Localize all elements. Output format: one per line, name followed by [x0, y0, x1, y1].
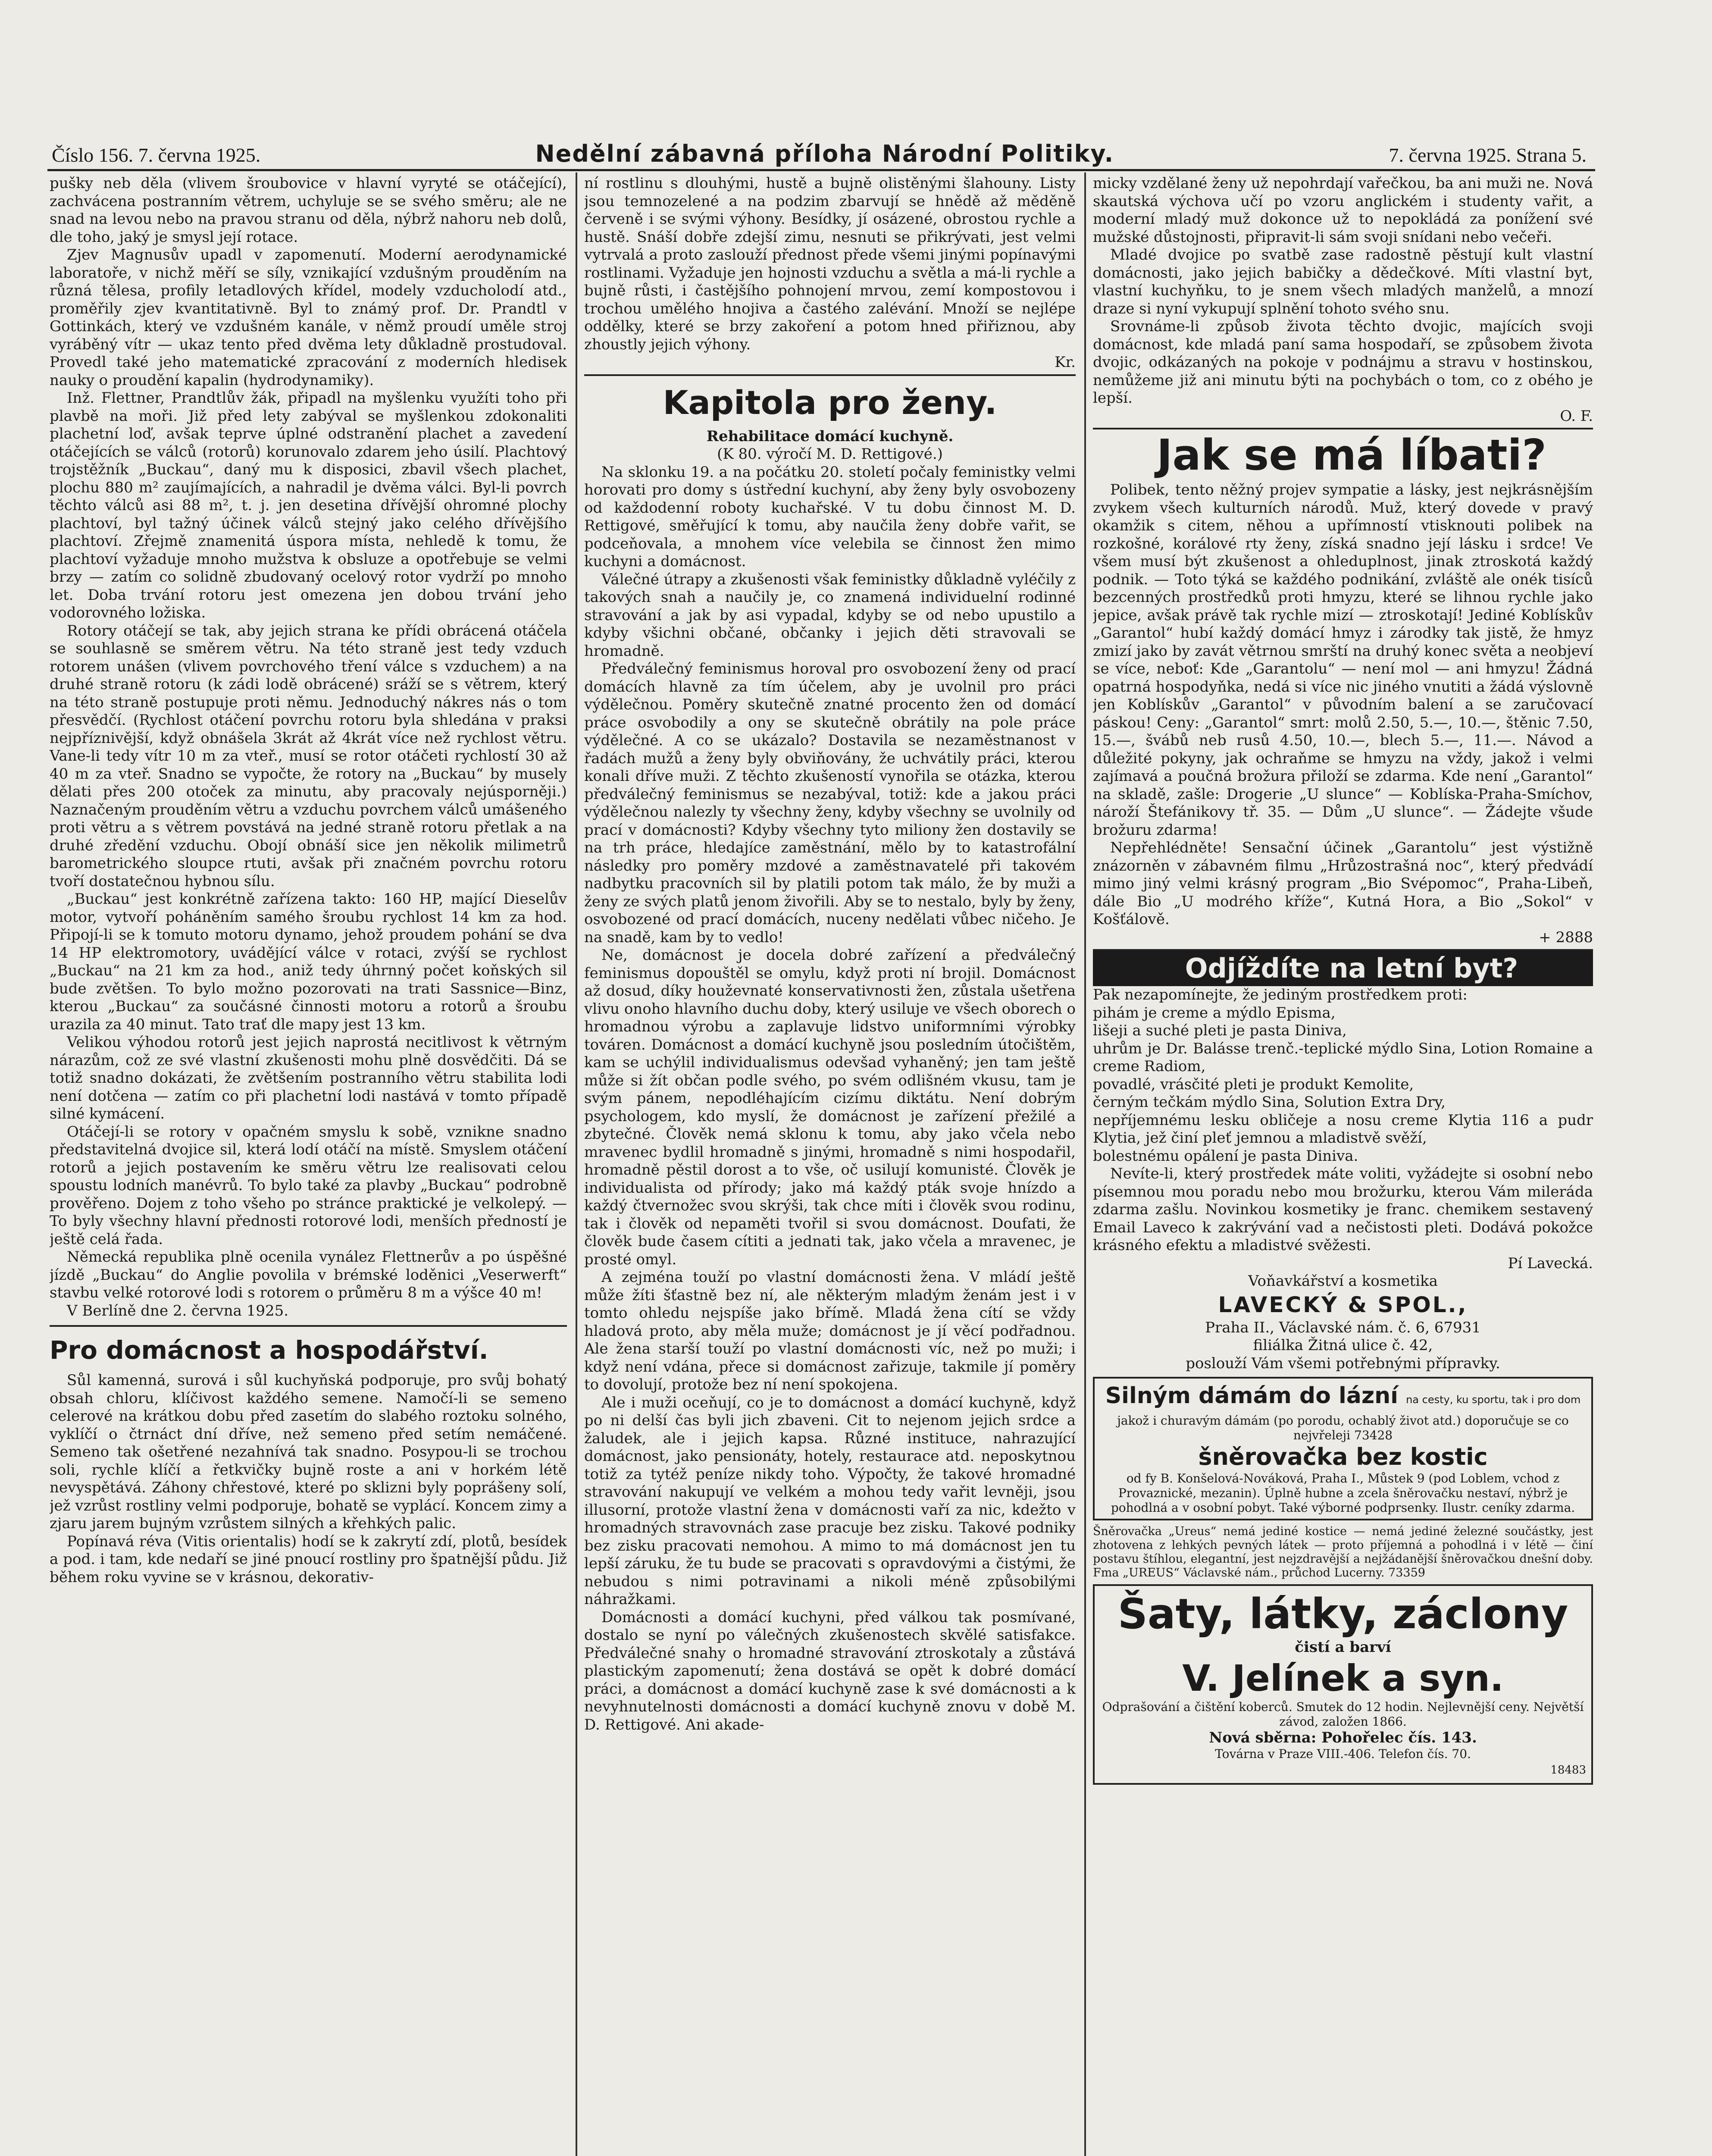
ad-address-line: poslouží Vám všemi potřebnými přípravky.	[1186, 1354, 1500, 1372]
article-text: Domácnosti a domácí kuchyni, před válkou tak posmívané, dostalo se nyní po válečných zkušenostech skvělé satisfakce. Předválečné snahy o hromadné stravování ztroskotaly a zůstává plastickým zapomenutí; žena dostává se opět k dobré domácí práci, a domácnost a domácí kuchyně zase k své domácnosti a k nevyhnutelnosti domácnosti a domácí kuchyně znovu v době M. D. Rettigové. Ani akade-	[584, 1608, 1076, 1733]
ad-title	[1100, 1382, 1586, 1413]
ad-list-item: černým tečkám mýdlo Sina, Solution Extra Dry,	[1093, 1094, 1446, 1111]
ad-list-item: nepříjemnému lesku obličeje a nosu creme Klytia 116 a pudr Klytia, jež činí pleť jemnou a mladistvě svěží,	[1093, 1111, 1593, 1147]
ad-text	[1093, 1525, 1593, 1580]
ad-text: Nová sběrna: Pohořelec čís. 143.	[1209, 1729, 1477, 1746]
article-text: Předválečný feminismus horoval pro osvobození ženy od prací domácích hlavně za tím účelem, aby je uvolnil pro práci výdělečnou. Poměry skutečně znatné procento žen od domácí práce osvobodily a ony se skutečně obrátily na pole práce výdělečné. A co se ukázalo? Dostavila se nezaměstnanost v řadách mužů a ženy byly obviňovány, že uchvátily práci, kterou konali dříve muži. Z těchto zkušeností vynořila se otázka, kterou předválečný feminismus se nezabýval, totiž: kde a jakou práci výdělečnou nalezly ty všechny ženy, kdyby všechny se uvolnily od prací v domácnosti? Kdyby všechny tyto miliony žen dostavily se na trh práce, hledajíce zaměstnání, mělo by to katastrofální následky pro poměry mzdové a zaměstnavatelé při takovém nadbytku pracovních sil by platili potom tak málo, že by muži a ženy ze svých platů jenom živořili. Aby se to nestalo, byly by ženy, osvobozené od prací domácích, nuceny nedělati vůbec ničeho. Je na snadě, kam by to vedlo!	[584, 660, 1076, 946]
article-text: Německá republika plně ocenila vynález Flettnerův a po úspěšné jízdě „Buckau“ do Anglie povolila v brémské loděnici „Veserwerft“ stavbu velké rotorové lodi s rotorem o průměru 8 m a výšce 40 m!	[50, 1248, 567, 1301]
ad-address-line: filiálka Žitná ulice č. 42,	[1253, 1337, 1433, 1354]
article-text: Válečné útrapy a zkušenosti však feministky důkladně vyléčily z takových snah a naučily je, co znamená individuelní rodinné stravování a jak by asi vypadal, kdyby se od nebo upustilo a kdyby všichni občané, občanky i jejich děti stravovali se hromadně.	[584, 570, 1076, 660]
ad-code: 18483	[1550, 1764, 1586, 1777]
article-text: ní rostlinu s dlouhými, hustě a bujně olistěnými šlahouny. Listy jsou temnozelené a na podzim zbarvují se hnědě až měděně červeně i se svými výhony. Besídky, jí osázené, obrostou rychle a hustě. Snáší dobře zdejší zimu, nesnuti se přikrývati, jest velmi vytrvalá a proto zaslouží přednost přede všemi jinými popínavými rostlinami. Vyžaduje jen hojnosti vzduchu a světla a má-li rychle a bujně růsti, i častějšího pohnojení mrvou, zemí kompostovou i trochou umělého hnojiva a častého zalévání. Množí se nejlépe oddělky, které se brzy zakoření a potom hned přiřiznou, aby zhoustly jejich výhony.	[584, 175, 1076, 353]
ad-text-line: jakož i churavým dámám (po porodu, ochablý život atd.) doporučuje se co nejvřeleji	[1117, 1413, 1569, 1442]
section-rule	[584, 374, 1076, 376]
ad-list-item: pihám je creme a mýdlo Episma,	[1093, 1004, 1336, 1022]
column-1	[50, 175, 567, 2156]
ad-side-text: na cesty, ku sportu, tak i pro dom	[1406, 1394, 1581, 1406]
ad-text-line: Šněrovačka „Ureus“ nemá jediné kostice — nemá jediné železné součástky, jest zhotovena z lehkých pevných látek — proto příjemná a pohodlná i v létě — činí postavu štíhlou, elegantní, jest nejzdravější a nejžádanější šněrovačkou dnešní doby. Fma „UREUS“ Václavské nám., průchod Lucerny.	[1093, 1525, 1593, 1579]
ad-text: Nevíte-li, který prostředek máte voliti, vyžádejte si osobní nebo písemnou mou poradu nebo mou brožurku, kterou Vám mileráda zdarma zašlu. Novinkou kosmetiky je franc. chemikem sestavený Email Laveco k zakrývání vad a nečistosti pleti. Dodává pokožce krásného efektu a mladistvé svěžesti.	[1093, 1165, 1593, 1254]
ad-title-text: Silným dámám do lázní	[1105, 1383, 1398, 1409]
ad-title: šněrovačka bez kostic	[1198, 1443, 1488, 1470]
ad-code: 73428	[1354, 1428, 1393, 1442]
ad-address	[1093, 1319, 1593, 1337]
article-text: Zjev Magnusův upadl v zapomenutí. Moderní aerodynamické laboratoře, v nichž měří se síly, vznikající vzdušným prouděním na různá tělesa, profily letadlových křídel, modely vzducholodí atd., proměřily zjev kvantitativně. Byl to známý prof. Dr. Prandtl v Gottinkách, který ve vzdušném kanále, v němž proudí uměle stroj vyráběný vítr — ukaz tento před dvěma lety důkladně prostudoval. Provedl také jeho matematické zpracování z moderních hledisek nauky o proudění kapalin (hydrodynamiky).	[50, 246, 567, 389]
article-text: Ale i muži oceňují, co je to domácnost a domácí kuchyně, když po ni delší čas byli jich zbaveni. Cit to nejenom jejich srdce a žaludek, ale i jejich kapsa. Různé instituce, nahrazující domácnost, jako pensionáty, hotely, restaurace atd. neposkytnou totiž za tytéž peníze nikdy toho. Výpočty, že takové hromadné stravování nakupují ve velkém a mohou tedy vařit levněji, jsou illusorní, protože vlastní žena v domácnosti vaří za nic, kdežto v hromadných stravovnách zase pracuje bez zisku. Takové podniky bez zisku pracovati nemohou. A mimo to má domácnost jen tu lepší záruku, že tu bude se pracovati s opravdovými a čistými, že nebudou s nimi potravinami a nikoli méně způsobilými náhražkami.	[584, 1394, 1076, 1608]
ad-sign: Pí Lavecká.	[1508, 1254, 1593, 1272]
column-divider	[1084, 172, 1086, 2156]
ad-firm: V. Jelínek a syn.	[1182, 1657, 1504, 1699]
column-3	[1093, 175, 1593, 2156]
ad-list-item: bolestnému opálení je pasta Diniva.	[1093, 1147, 1358, 1165]
ad-title: Jak se má líbati?	[1157, 431, 1546, 480]
article-text: Ne, domácnost je docela dobré zařízení a předválečný feminismus dopouštěl se omylu, když proti ní brojil. Domácnost až dosud, díky houževnaté konservativnosti žen, zůstala ušetřena vlivu onoho hlavního duchu doby, který usiluje ve všech oborech o hromadnou výrobu a zaplavuje lidstvo uniformními výrobky továren. Domácnost a domácí kuchyně jsou posledním útočištěm, kam se uchýlil individualismus odevšad vyhaněný; jen tam ještě může si žít občan podle svého, po svém odlišném vkusu, tam je svým pánem, nepodléhajícím cizímu diktátu. Není dobrým psychologem, kdo myslí, že domácnost je zařízení přežilé a zbytečné. Člověk nemá sklonu k tomu, aby jako včela nebo mravenec bydlil hromadně s jinými, hromadně s nimi hospodařil, hromadně pěstil dorost a to vše, oč usilují komunisté. Člověk je individualista od přírody; jako má každý pták svoje hnízdo a každý čtvernožec svou skrýši, tak chce míti i člověk svou rodinu, tak i člověk od nepaměti tvořil si svou domácnost. Doufati, že člověk bude časem cítiti a jednati tak, jako včela a mravenec, je prosté omyl.	[584, 946, 1076, 1268]
ad-list-item: povadlé, vrásčité pleti je produkt Kemolite,	[1093, 1075, 1414, 1093]
ad-address-line: Praha II., Václavské nám. č. 6,	[1205, 1319, 1430, 1336]
article-text: Inž. Flettner, Prandtlův žák, připadl na myšlenku využíti toho při plavbě na moři. Již před lety zabýval se myšlenkou zdokonaliti plachetní loď, avšak teprve úplné odstranění plachet a zavedení otáčejících se válců (rotorů) korunovalo zdarem jeho úsilí. Plachtový trojstěžník „Buckau“, daný mu k disposici, zbavil všech plachet, plochu 880 m² zaujímajících, a nahradil je dvěma válci. Byl-li povrch těchto válců asi 88 m², t. j. jen desetina dřívější ohromné plochy plachtoví, byl tažný účinek válců stejný jako celého dřívějšího plachtoví. Zřejmě znamenitá úspora místa, nehledě k tomu, že plachtoví vyžaduje mnoho mužstva k obsluze a opotřebuje se velmi brzy — zatím co solidně zbudovaný ocelový rotor vydrží po mnoho let. Doba trvání rotoru jest omezena jen dobou trvání jeho vodorovného ložiska.	[50, 389, 567, 621]
article-text: Na sklonku 19. a na počátku 20. století počaly feministky velmi horovati pro domy s ústřední kuchyní, aby ženy byly osvobozeny od každodenní roboty kuchařské. V tu dobu činnost M. D. Rettigové, směřující k tomu, aby naučila ženy dobře vařit, se podceňovala, a mnohem více velebila se činnost žen mimo kuchyni a domácnost.	[584, 463, 1076, 570]
ad-text: Polibek, tento něžný projev sympatie a lásky, jest nejkrásnějším zvykem všech kulturních národů. Muž, který dovede v pravý okamžik s citem, něhou a upřímností vtisknouti polibek na rozkošné, korálové rty ženy, získá snadno její lásku i srdce! Ve všem musí být zkušenost a ohleduplnost, jinak ztroskotá každý podnik. — Toto týká se každého podnikání, zvláště ale onék tisíců bezcenných prostředků proti hmyzu, které se lihnou rychle jako jepice, avšak právě tak rychle mizí — ztroskotají! Jediné Koblískův „Garantol“ hubí každý domácí hmyz i zárodky tak jistě, že hmyz zmizí jako by zavát větrnou smrští na druhý konec světa a neobjeví se více, neboť: Kde „Garantolu“ — není mol — ani hmyzu! Žádná opatrná hospodyňka, nedá si více nic jiného vnutiti a žádá výslovně jen Koblískův „Garantol“ v původním balení a se zaručovací páskou! Ceny: „Garantol“ smrt: molů 2.50, 5.—, 10.—, štěnic 7.50, 15.—, švábů neb rusů 4.50, 10.—, blech 5.—, 11.—. Návod a důležité pokyny, jak ochraňme se hmyzu na vždy, jakož i velmi zajímavá a poučná brožura přiloží se zdarma. Kde není „Garantol“ na skladě, zašle: Drogerie „U slunce“ — Koblíska-Praha-Smíchov, nároží Štefánikovy tř. 35. — Dům „U slunce“. — Žádejte všude brožuru zdarma!	[1093, 481, 1593, 839]
ad-text	[1100, 1413, 1586, 1443]
ad-list-item: uhrům je Dr. Balásse trenč.-teplické mýdlo Sina, Lotion Romaine a creme Radiom,	[1093, 1040, 1593, 1075]
ad-title: Odjíždíte na letní byt?	[1093, 951, 1593, 986]
author-sign: Kr.	[1055, 354, 1076, 371]
issue-number: Číslo 156. 7. června 1925.	[52, 144, 261, 166]
ad-list-item: lišeji a suché pleti je pasta Diniva,	[1093, 1022, 1347, 1039]
section-heading: Pro domácnost a hospodářství.	[50, 1335, 488, 1365]
ad-box-corset	[1093, 1377, 1593, 1520]
ad-title: Šaty, látky, záclony	[1117, 1590, 1568, 1638]
ad-firm: LAVECKÝ & SPOL.,	[1218, 1292, 1468, 1317]
ad-text: Továrna v Praze VIII.-406. Telefon čís. 70.	[1215, 1747, 1471, 1761]
article-text: Rotory otáčejí se tak, aby jejich strana ke přídi obrácená otáčela se souhlasně se směrem větru. Na této straně jest tedy vzduch rotorem unášen (vlivem povrchového tření válce s vzduchem) a na druhé straně rotoru (k zádi lodě obrácené) sráží se s větrem, který na této straně postupuje proti němu. Jednoduchý nákres nás o tom přesvědčí. (Rychlost otáčení povrchu rotoru byla shledána v praksi nejpříznivější, když obnášela 3krát až 4krát více než rychlost větru. Vane-li tedy vítr 10 m za vteř., musí se rotor otáčeti rychlostí 30 až 40 m za vteř. Snadno se vypočte, že rotory na „Buckau“ by musely dělati přes 200 otoček za minutu, aby pracovaly nejúsporněji.) Naznačeným prouděním větru a vzduchu povrchem válců umášeného proti větru a s větrem povstává na jedné straně rotoru přetlak a na druhé zředění vzduchu. Obojí obnáší sice jen několik milimetrů barometrického sloupce rtuti, avšak při značném povrchu rotoru tvoří dostatečnou hybnou sílu.	[50, 622, 567, 890]
subheading: Rehabilitace domácí kuchyně.	[706, 427, 954, 445]
ad-subtitle: čistí a barví	[1295, 1639, 1391, 1656]
header-rule	[47, 169, 1595, 171]
ad-text: Nepřehlédněte! Sensační účinek „Garantolu“ jest výstižně znázorněn v zábavném filmu „Hrůzostrašná noc“, který předvádí mimo jiný velmi krásný program „Bio Svépomoc“, Praha-Libeň, dále Bio „U modrého kříže“, Kutná Hora, a Bio „Sokol“ v Košťálově.	[1093, 839, 1593, 928]
author-sign: O. F.	[1560, 407, 1593, 425]
ad-shop: Voňavkářství a kosmetika	[1248, 1272, 1438, 1290]
article-text: „Buckau“ jest konkrétně zařízena takto: 160 HP, mající Dieselův motor, vytvoří poháněním samého šroubu rychlost 14 km za hod. Připojí-li se k tomuto motoru dynamo, jehož proudem pohání se dva 14 HP elektromotory, uvádějící válce v rotaci, zvýší se rychlost „Buckau“ na 21 km za hod., aniž tedy úhrnný počet koňských sil bude zvětšen. To bylo možno pozorovati na trati Sassnice—Binz, kterou „Buckau“ za součásné činnosti motoru a rotorů a šroubu urazila za 40 minut. Tato trať dle mapy jest 13 km.	[50, 890, 567, 1033]
article-text: A zejména touží po vlastní domácnosti žena. V mládí ještě může žíti šťastně bez ní, ale některým mladým ženám jest i v tomto ohledu nejspíše jako břímě. Mladá žena cítí se vždy hladová proto, aby měla muže; domácnost je jí věcí podřadnou. Ale žena starší touží po vlastní domácnosti víc, než po muži; i když není vdána, přece si domácnost zařizuje, takmile jí poměry to dovolují, protože bez ní není spokojena.	[584, 1269, 1076, 1393]
article-text: Srovnáme-li způsob života těchto dvojic, majících svoji domácnost, kde mladá paní sama hospodaří, se způsobem života dvojic, odkázaných na pokoje v podnájmu a stravu v hostinskou, nemůžeme již ani minutu býti na pochybách o tom, co z obého je lepší.	[1093, 318, 1593, 407]
subheading-note: (K 80. výročí M. D. Rettigové.)	[717, 445, 943, 463]
article-text: micky vzdělané ženy už nepohrdají vařečkou, ba ani muži ne. Nová skautská výchova učí po vzoru anglickém i studenty vařit, a moderní mladý muž dokonce už to nepokládá za ponížení své mužské důstojnosti, připravit-li sám svoji snídani nebo večeři.	[1093, 175, 1593, 246]
article-text: Otáčejí-li se rotory v opačném smyslu k sobě, vznikne snadno představitelná dvojice sil, která lodí otáčí na místě. Smyslem otáčení rotorů a jejich postavením ke směru větru lze realisovati celou spoustu lodních manévrů. To bylo také za plavby „Buckau“ podrobně prověřeno. Dojem z toho všeho po stránce praktické je velkolepý. — To byly všechny hlavní přednosti rotorové lodi, menších předností je ještě celá řada.	[50, 1123, 567, 1248]
ad-text: Pak nezapomínejte, že jediným prostředkem proti:	[1093, 986, 1468, 1003]
article-text: Velikou výhodou rotorů jest jejich naprostá necitlivost k větrným nárazům, což ze své vlastní zkušenosti mohu plně dosvědčiti. Dá se totiž snadno dokázati, že zvětšením postranního větru stabilita lodi není dotčena — zatím co při plachetní lodi nastává v tomto případě silné kymácení.	[50, 1034, 567, 1122]
article-text: Sůl kamenná, surová i sůl kuchyňská podporuje, pro svůj bohatý obsah chloru, klíčivost každého semene. Namočí-li se semeno celerové na krátkou dobu před zasetím do slabého roztoku solného, vyklíčí o čtrnáct dní dříve, než semeno před setím nemáčené. Semeno tak ošetřené nezahnívá tak snadno. Posypou-li se trochou soli, rychle klíčí a řetkvičky bujně roste a ani v horkém létě nevyspětává. Záhony chřestové, které po sklizni byly poprášeny solí, jež vzrůst rostliny velmi podporuje, bohatě se vyplácí. Koncem zimy a zjaru jarem bujným vzrůstem silných a křehkých palic.	[50, 1372, 567, 1532]
ad-box-cleaner	[1093, 1584, 1593, 1785]
dateline: V Berlíně dne 2. června 1925.	[67, 1302, 289, 1319]
column-2	[584, 175, 1076, 2156]
article-text: Popínavá réva (Vitis orientalis) hodí se k zakrytí zdí, plotů, besídek a pod. i tam, kde nedaří se jiné pnoucí rostliny pro špatnější půdu. Již během roku vyvine se v krásnou, dekorativ-	[50, 1532, 567, 1586]
ad-text: od fy B. Konšelová-Nováková, Praha I., Můstek 9 (pod Loblem, vchod z Provaznické, mezanin). Úplně hubne a zcela šněrovačku nestaví, nýbrž je pohodlná a v osobní pobyt. Také výborné podprsenky. Ilustr. ceníky zdarma.	[1111, 1471, 1575, 1515]
page-header	[52, 140, 1587, 166]
date-page: 7. června 1925. Strana 5.	[1389, 144, 1587, 166]
ad-code: + 2888	[1539, 928, 1593, 946]
ad-text: Odprašování a čištění koberců. Smutek do 12 hodin. Nejlevnější ceny. Největší závod, založen 1866.	[1102, 1699, 1584, 1729]
article-text: pušky neb děla (vlivem šroubovice v hlavní vyryté se otáčející), zachvácena postranním větrem, uchyluje se se svého směru; ale ne snad na levou nebo na pravou stranu od děla, nýbrž nahoru neb dolů, dle toho, jaký je smysl její rotace.	[50, 175, 567, 246]
ad-code: 67931	[1434, 1319, 1481, 1336]
article-text: Mladé dvojice po svatbě zase radostně pěstují kult vlastní domácnosti, jako jejich babičky a dědečkové. Míti vlastní byt, vlastní kuchyňku, to je snem všech mladých manželů, a mnozí draze si nyní vykupují splnění tohoto svého snu.	[1093, 246, 1593, 317]
section-heading: Kapitola pro ženy.	[663, 383, 997, 422]
ad-code: 73359	[1388, 1566, 1425, 1579]
section-rule	[50, 1325, 567, 1327]
masthead: Nedělní zábavná příloha Národní Politiky.	[535, 140, 1114, 167]
column-divider	[576, 172, 577, 2156]
